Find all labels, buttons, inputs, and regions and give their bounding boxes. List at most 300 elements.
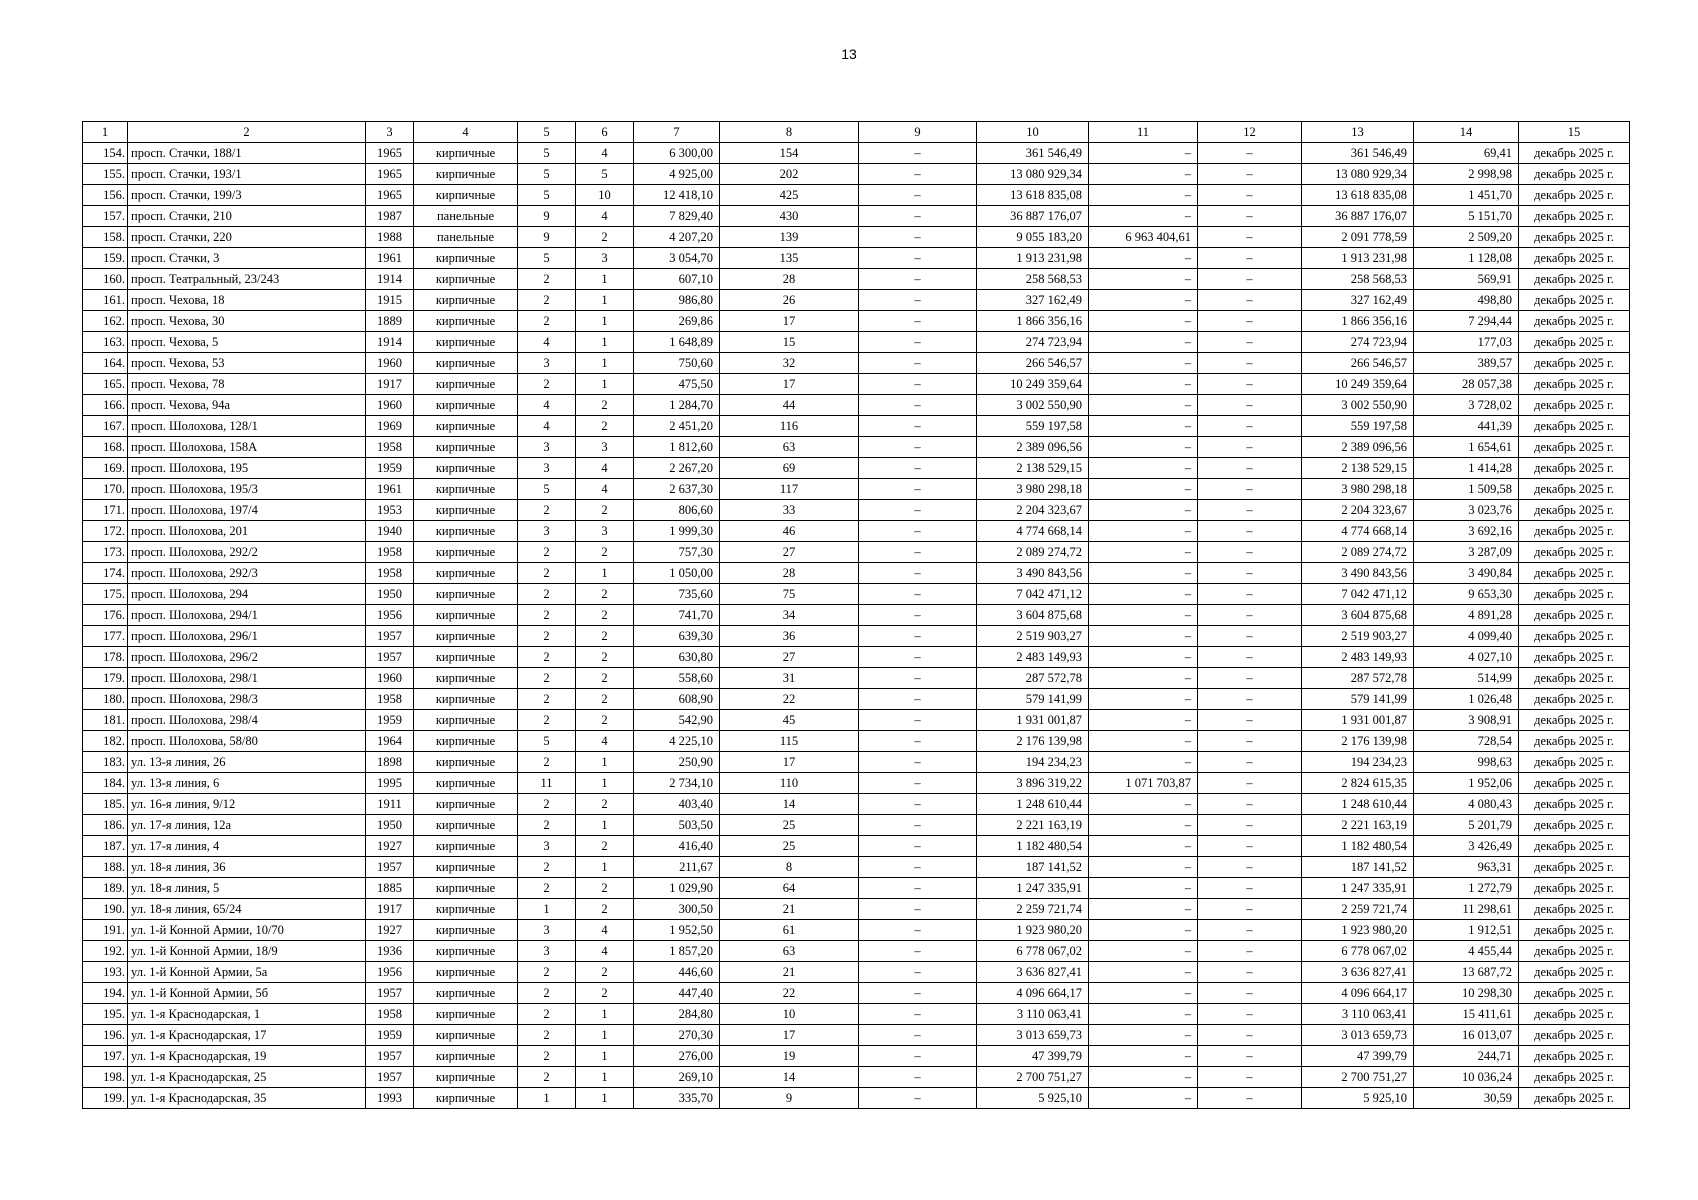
table-row — [83, 227, 1630, 248]
col11-cell: – — [1089, 458, 1198, 479]
address-cell: просп. Шолохова, 128/1 — [128, 416, 366, 437]
total-cost-cell: 5 925,10 — [977, 1088, 1089, 1109]
unit-cost-cell: 4 080,43 — [1414, 794, 1519, 815]
floors-cell: 2 — [518, 1067, 576, 1088]
total-cost-cell: 3 896 319,22 — [977, 773, 1089, 794]
row-number: 158. — [83, 227, 128, 248]
address-cell: ул. 1-я Краснодарская, 19 — [128, 1046, 366, 1067]
row-number: 181. — [83, 710, 128, 731]
address-cell: просп. Шолохова, 298/4 — [128, 710, 366, 731]
col13-cell: 2 700 751,27 — [1302, 1067, 1414, 1088]
col13-cell: 13 618 835,08 — [1302, 185, 1414, 206]
year-cell: 1958 — [366, 1004, 414, 1025]
entrances-cell: 1 — [576, 290, 634, 311]
residents-cell: 44 — [720, 395, 859, 416]
col11-cell: – — [1089, 647, 1198, 668]
row-number: 156. — [83, 185, 128, 206]
row-number: 159. — [83, 248, 128, 269]
row-number: 187. — [83, 836, 128, 857]
deadline-cell: декабрь 2025 г. — [1519, 1004, 1630, 1025]
unit-cost-cell: 11 298,61 — [1414, 899, 1519, 920]
area-cell: 1 857,20 — [634, 941, 720, 962]
area-cell: 284,80 — [634, 1004, 720, 1025]
area-cell: 1 029,90 — [634, 878, 720, 899]
wall-material-cell: кирпичные — [414, 794, 518, 815]
row-number: 154. — [83, 143, 128, 164]
floors-cell: 2 — [518, 1025, 576, 1046]
wall-material-cell: кирпичные — [414, 647, 518, 668]
floors-cell: 2 — [518, 983, 576, 1004]
unit-cost-cell: 1 414,28 — [1414, 458, 1519, 479]
floors-cell: 3 — [518, 836, 576, 857]
deadline-cell: декабрь 2025 г. — [1519, 815, 1630, 836]
wall-material-cell: панельные — [414, 206, 518, 227]
floors-cell: 3 — [518, 941, 576, 962]
column-header-1: 1 — [83, 122, 128, 143]
col11-cell: – — [1089, 794, 1198, 815]
total-cost-cell: 2 176 139,98 — [977, 731, 1089, 752]
entrances-cell: 1 — [576, 1088, 634, 1109]
floors-cell: 2 — [518, 857, 576, 878]
col12-cell: – — [1198, 794, 1302, 815]
floors-cell: 3 — [518, 920, 576, 941]
col9-cell: – — [859, 500, 977, 521]
col9-cell: – — [859, 605, 977, 626]
floors-cell: 5 — [518, 248, 576, 269]
residents-cell: 135 — [720, 248, 859, 269]
area-cell: 447,40 — [634, 983, 720, 1004]
address-cell: просп. Стачки, 193/1 — [128, 164, 366, 185]
col13-cell: 274 723,94 — [1302, 332, 1414, 353]
col11-cell: – — [1089, 374, 1198, 395]
col12-cell: – — [1198, 605, 1302, 626]
unit-cost-cell: 4 455,44 — [1414, 941, 1519, 962]
address-cell: просп. Шолохова, 195 — [128, 458, 366, 479]
unit-cost-cell: 3 692,16 — [1414, 521, 1519, 542]
col11-cell: – — [1089, 1067, 1198, 1088]
col11-cell: – — [1089, 1004, 1198, 1025]
table-row — [83, 353, 1630, 374]
col13-cell: 1 923 980,20 — [1302, 920, 1414, 941]
column-header-11: 11 — [1089, 122, 1198, 143]
entrances-cell: 4 — [576, 920, 634, 941]
entrances-cell: 4 — [576, 458, 634, 479]
year-cell: 1957 — [366, 857, 414, 878]
floors-cell: 2 — [518, 584, 576, 605]
col11-cell: – — [1089, 752, 1198, 773]
col13-cell: 2 824 615,35 — [1302, 773, 1414, 794]
table-row — [83, 332, 1630, 353]
total-cost-cell: 3 604 875,68 — [977, 605, 1089, 626]
wall-material-cell: кирпичные — [414, 311, 518, 332]
residents-cell: 430 — [720, 206, 859, 227]
col9-cell: – — [859, 437, 977, 458]
table-row — [83, 878, 1630, 899]
total-cost-cell: 2 259 721,74 — [977, 899, 1089, 920]
col9-cell: – — [859, 374, 977, 395]
total-cost-cell: 361 546,49 — [977, 143, 1089, 164]
wall-material-cell: кирпичные — [414, 626, 518, 647]
total-cost-cell: 2 221 163,19 — [977, 815, 1089, 836]
wall-material-cell: кирпичные — [414, 500, 518, 521]
residents-cell: 26 — [720, 290, 859, 311]
unit-cost-cell: 3 908,91 — [1414, 710, 1519, 731]
deadline-cell: декабрь 2025 г. — [1519, 878, 1630, 899]
total-cost-cell: 7 042 471,12 — [977, 584, 1089, 605]
col9-cell: – — [859, 479, 977, 500]
total-cost-cell: 13 080 929,34 — [977, 164, 1089, 185]
floors-cell: 2 — [518, 374, 576, 395]
unit-cost-cell: 244,71 — [1414, 1046, 1519, 1067]
area-cell: 1 999,30 — [634, 521, 720, 542]
floors-cell: 4 — [518, 416, 576, 437]
entrances-cell: 2 — [576, 689, 634, 710]
entrances-cell: 2 — [576, 836, 634, 857]
wall-material-cell: кирпичные — [414, 1025, 518, 1046]
area-cell: 446,60 — [634, 962, 720, 983]
table-row — [83, 584, 1630, 605]
table-row — [83, 395, 1630, 416]
wall-material-cell: кирпичные — [414, 479, 518, 500]
col11-cell: – — [1089, 542, 1198, 563]
total-cost-cell: 559 197,58 — [977, 416, 1089, 437]
total-cost-cell: 6 778 067,02 — [977, 941, 1089, 962]
table-row — [83, 836, 1630, 857]
floors-cell: 4 — [518, 332, 576, 353]
col11-cell: – — [1089, 416, 1198, 437]
address-cell: ул. 18-я линия, 5 — [128, 878, 366, 899]
total-cost-cell: 3 490 843,56 — [977, 563, 1089, 584]
year-cell: 1958 — [366, 689, 414, 710]
deadline-cell: декабрь 2025 г. — [1519, 941, 1630, 962]
col11-cell: – — [1089, 983, 1198, 1004]
unit-cost-cell: 998,63 — [1414, 752, 1519, 773]
col12-cell: – — [1198, 689, 1302, 710]
unit-cost-cell: 1 654,61 — [1414, 437, 1519, 458]
year-cell: 1927 — [366, 920, 414, 941]
table-row — [83, 626, 1630, 647]
col9-cell: – — [859, 857, 977, 878]
col12-cell: – — [1198, 731, 1302, 752]
col13-cell: 3 604 875,68 — [1302, 605, 1414, 626]
wall-material-cell: кирпичные — [414, 458, 518, 479]
address-cell: ул. 1-й Конной Армии, 5б — [128, 983, 366, 1004]
deadline-cell: декабрь 2025 г. — [1519, 1025, 1630, 1046]
col13-cell: 2 389 096,56 — [1302, 437, 1414, 458]
residents-cell: 202 — [720, 164, 859, 185]
wall-material-cell: кирпичные — [414, 668, 518, 689]
col13-cell: 2 176 139,98 — [1302, 731, 1414, 752]
table-body — [83, 143, 1630, 1109]
col12-cell: – — [1198, 290, 1302, 311]
col12-cell: – — [1198, 878, 1302, 899]
total-cost-cell: 2 483 149,93 — [977, 647, 1089, 668]
wall-material-cell: кирпичные — [414, 983, 518, 1004]
column-header-15: 15 — [1519, 122, 1630, 143]
table-row — [83, 311, 1630, 332]
entrances-cell: 4 — [576, 479, 634, 500]
total-cost-cell: 2 138 529,15 — [977, 458, 1089, 479]
table-row — [83, 206, 1630, 227]
row-number: 173. — [83, 542, 128, 563]
residents-cell: 25 — [720, 836, 859, 857]
area-cell: 2 267,20 — [634, 458, 720, 479]
deadline-cell: декабрь 2025 г. — [1519, 332, 1630, 353]
col11-cell: – — [1089, 1046, 1198, 1067]
row-number: 164. — [83, 353, 128, 374]
col11-cell: – — [1089, 332, 1198, 353]
wall-material-cell: кирпичные — [414, 185, 518, 206]
col9-cell: – — [859, 311, 977, 332]
col13-cell: 1 931 001,87 — [1302, 710, 1414, 731]
floors-cell: 1 — [518, 899, 576, 920]
floors-cell: 5 — [518, 731, 576, 752]
floors-cell: 3 — [518, 437, 576, 458]
deadline-cell: декабрь 2025 г. — [1519, 794, 1630, 815]
col9-cell: – — [859, 731, 977, 752]
area-cell: 558,60 — [634, 668, 720, 689]
address-cell: ул. 17-я линия, 12а — [128, 815, 366, 836]
entrances-cell: 2 — [576, 710, 634, 731]
unit-cost-cell: 3 490,84 — [1414, 563, 1519, 584]
deadline-cell: декабрь 2025 г. — [1519, 899, 1630, 920]
col9-cell: – — [859, 185, 977, 206]
entrances-cell: 3 — [576, 248, 634, 269]
col9-cell: – — [859, 521, 977, 542]
year-cell: 1911 — [366, 794, 414, 815]
col12-cell: – — [1198, 185, 1302, 206]
area-cell: 211,67 — [634, 857, 720, 878]
deadline-cell: декабрь 2025 г. — [1519, 1046, 1630, 1067]
col9-cell: – — [859, 206, 977, 227]
area-cell: 1 284,70 — [634, 395, 720, 416]
floors-cell: 2 — [518, 710, 576, 731]
total-cost-cell: 1 923 980,20 — [977, 920, 1089, 941]
table-row — [83, 1088, 1630, 1109]
deadline-cell: декабрь 2025 г. — [1519, 164, 1630, 185]
year-cell: 1958 — [366, 542, 414, 563]
deadline-cell: декабрь 2025 г. — [1519, 143, 1630, 164]
total-cost-cell: 3 980 298,18 — [977, 479, 1089, 500]
year-cell: 1960 — [366, 395, 414, 416]
address-cell: просп. Шолохова, 298/1 — [128, 668, 366, 689]
col13-cell: 1 248 610,44 — [1302, 794, 1414, 815]
col12-cell: – — [1198, 983, 1302, 1004]
col13-cell: 258 568,53 — [1302, 269, 1414, 290]
col12-cell: – — [1198, 143, 1302, 164]
row-number: 188. — [83, 857, 128, 878]
entrances-cell: 1 — [576, 1067, 634, 1088]
col13-cell: 1 913 231,98 — [1302, 248, 1414, 269]
wall-material-cell: кирпичные — [414, 584, 518, 605]
floors-cell: 4 — [518, 395, 576, 416]
col11-cell: – — [1089, 143, 1198, 164]
table-row — [83, 1067, 1630, 1088]
residents-cell: 36 — [720, 626, 859, 647]
floors-cell: 5 — [518, 164, 576, 185]
residents-cell: 34 — [720, 605, 859, 626]
year-cell: 1988 — [366, 227, 414, 248]
col11-cell: – — [1089, 941, 1198, 962]
col11-cell: – — [1089, 269, 1198, 290]
total-cost-cell: 194 234,23 — [977, 752, 1089, 773]
col11-cell: – — [1089, 311, 1198, 332]
deadline-cell: декабрь 2025 г. — [1519, 248, 1630, 269]
year-cell: 1960 — [366, 668, 414, 689]
row-number: 190. — [83, 899, 128, 920]
year-cell: 1987 — [366, 206, 414, 227]
address-cell: ул. 13-я линия, 26 — [128, 752, 366, 773]
col13-cell: 2 259 721,74 — [1302, 899, 1414, 920]
col11-cell: – — [1089, 185, 1198, 206]
floors-cell: 2 — [518, 1004, 576, 1025]
deadline-cell: декабрь 2025 г. — [1519, 983, 1630, 1004]
unit-cost-cell: 28 057,38 — [1414, 374, 1519, 395]
col13-cell: 2 519 903,27 — [1302, 626, 1414, 647]
col12-cell: – — [1198, 563, 1302, 584]
year-cell: 1917 — [366, 374, 414, 395]
unit-cost-cell: 69,41 — [1414, 143, 1519, 164]
unit-cost-cell: 3 728,02 — [1414, 395, 1519, 416]
year-cell: 1956 — [366, 962, 414, 983]
area-cell: 608,90 — [634, 689, 720, 710]
area-cell: 607,10 — [634, 269, 720, 290]
residents-cell: 27 — [720, 647, 859, 668]
col11-cell: – — [1089, 668, 1198, 689]
row-number: 165. — [83, 374, 128, 395]
year-cell: 1969 — [366, 416, 414, 437]
col13-cell: 361 546,49 — [1302, 143, 1414, 164]
total-cost-cell: 2 204 323,67 — [977, 500, 1089, 521]
residents-cell: 33 — [720, 500, 859, 521]
col13-cell: 3 002 550,90 — [1302, 395, 1414, 416]
unit-cost-cell: 1 026,48 — [1414, 689, 1519, 710]
deadline-cell: декабрь 2025 г. — [1519, 1088, 1630, 1109]
floors-cell: 3 — [518, 521, 576, 542]
row-number: 199. — [83, 1088, 128, 1109]
col12-cell: – — [1198, 542, 1302, 563]
col9-cell: – — [859, 920, 977, 941]
deadline-cell: декабрь 2025 г. — [1519, 731, 1630, 752]
column-header-14: 14 — [1414, 122, 1519, 143]
total-cost-cell: 266 546,57 — [977, 353, 1089, 374]
floors-cell: 2 — [518, 647, 576, 668]
col11-cell: 6 963 404,61 — [1089, 227, 1198, 248]
col12-cell: – — [1198, 164, 1302, 185]
area-cell: 2 734,10 — [634, 773, 720, 794]
address-cell: ул. 18-я линия, 36 — [128, 857, 366, 878]
address-cell: просп. Шолохова, 195/3 — [128, 479, 366, 500]
total-cost-cell: 4 096 664,17 — [977, 983, 1089, 1004]
col11-cell: – — [1089, 605, 1198, 626]
year-cell: 1957 — [366, 626, 414, 647]
year-cell: 1965 — [366, 143, 414, 164]
year-cell: 1936 — [366, 941, 414, 962]
address-cell: просп. Шолохова, 292/2 — [128, 542, 366, 563]
residents-cell: 19 — [720, 1046, 859, 1067]
deadline-cell: декабрь 2025 г. — [1519, 542, 1630, 563]
year-cell: 1953 — [366, 500, 414, 521]
col12-cell: – — [1198, 227, 1302, 248]
floors-cell: 3 — [518, 458, 576, 479]
wall-material-cell: кирпичные — [414, 878, 518, 899]
residents-cell: 69 — [720, 458, 859, 479]
wall-material-cell: кирпичные — [414, 416, 518, 437]
unit-cost-cell: 1 952,06 — [1414, 773, 1519, 794]
col12-cell: – — [1198, 206, 1302, 227]
col11-cell: – — [1089, 395, 1198, 416]
entrances-cell: 1 — [576, 563, 634, 584]
wall-material-cell: кирпичные — [414, 731, 518, 752]
area-cell: 12 418,10 — [634, 185, 720, 206]
address-cell: просп. Стачки, 210 — [128, 206, 366, 227]
table-row — [83, 668, 1630, 689]
residents-cell: 63 — [720, 941, 859, 962]
col9-cell: – — [859, 899, 977, 920]
table-row — [83, 752, 1630, 773]
year-cell: 1961 — [366, 248, 414, 269]
row-number: 186. — [83, 815, 128, 836]
entrances-cell: 2 — [576, 542, 634, 563]
total-cost-cell: 10 249 359,64 — [977, 374, 1089, 395]
area-cell: 416,40 — [634, 836, 720, 857]
wall-material-cell: кирпичные — [414, 437, 518, 458]
year-cell: 1914 — [366, 332, 414, 353]
table-row — [83, 605, 1630, 626]
deadline-cell: декабрь 2025 г. — [1519, 752, 1630, 773]
deadline-cell: декабрь 2025 г. — [1519, 227, 1630, 248]
year-cell: 1959 — [366, 710, 414, 731]
table-row — [83, 248, 1630, 269]
area-cell: 6 300,00 — [634, 143, 720, 164]
table-row — [83, 542, 1630, 563]
col13-cell: 4 096 664,17 — [1302, 983, 1414, 1004]
col9-cell: – — [859, 395, 977, 416]
table-row — [83, 962, 1630, 983]
col11-cell: – — [1089, 899, 1198, 920]
col12-cell: – — [1198, 269, 1302, 290]
col12-cell: – — [1198, 1067, 1302, 1088]
residents-cell: 116 — [720, 416, 859, 437]
row-number: 197. — [83, 1046, 128, 1067]
col9-cell: – — [859, 1025, 977, 1046]
col13-cell: 187 141,52 — [1302, 857, 1414, 878]
deadline-cell: декабрь 2025 г. — [1519, 206, 1630, 227]
table-row — [83, 416, 1630, 437]
col9-cell: – — [859, 353, 977, 374]
wall-material-cell: кирпичные — [414, 521, 518, 542]
floors-cell: 2 — [518, 500, 576, 521]
col9-cell: – — [859, 962, 977, 983]
wall-material-cell: кирпичные — [414, 395, 518, 416]
col12-cell: – — [1198, 1046, 1302, 1067]
year-cell: 1915 — [366, 290, 414, 311]
wall-material-cell: кирпичные — [414, 1088, 518, 1109]
col11-cell: – — [1089, 878, 1198, 899]
unit-cost-cell: 3 426,49 — [1414, 836, 1519, 857]
entrances-cell: 1 — [576, 311, 634, 332]
entrances-cell: 1 — [576, 269, 634, 290]
table-row — [83, 794, 1630, 815]
wall-material-cell: панельные — [414, 227, 518, 248]
row-number: 196. — [83, 1025, 128, 1046]
unit-cost-cell: 1 128,08 — [1414, 248, 1519, 269]
floors-cell: 2 — [518, 668, 576, 689]
col9-cell: – — [859, 416, 977, 437]
col12-cell: – — [1198, 899, 1302, 920]
total-cost-cell: 2 389 096,56 — [977, 437, 1089, 458]
col11-cell: – — [1089, 500, 1198, 521]
